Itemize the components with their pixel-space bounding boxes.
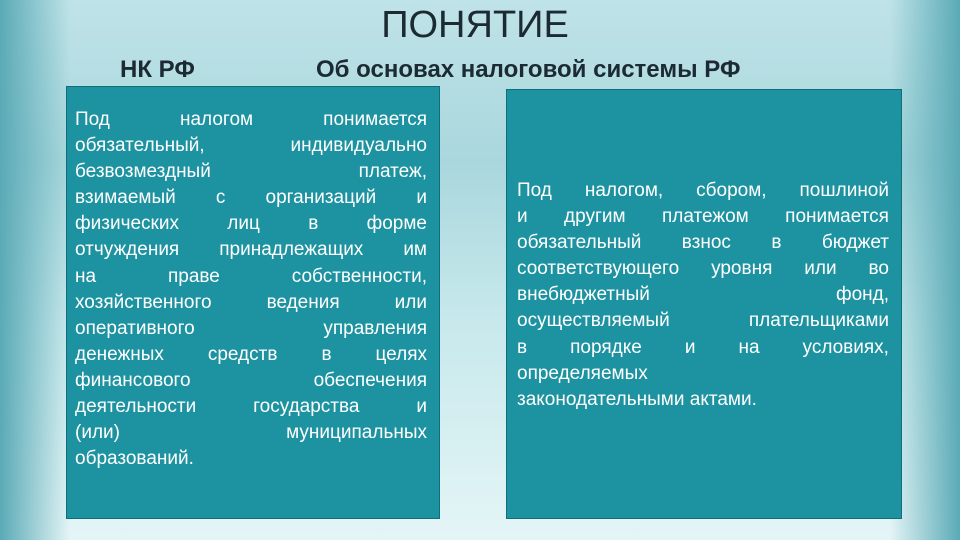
text-word: деятельности	[75, 396, 197, 418]
text-word: взимаемый	[75, 187, 176, 209]
text-word: управления	[323, 317, 427, 339]
text-word: или	[804, 258, 837, 280]
text-line	[517, 204, 889, 230]
slide-title	[0, 4, 960, 47]
text-line	[75, 237, 427, 263]
text-word: понимается	[785, 206, 889, 228]
text-word: другим	[564, 206, 626, 228]
text-word: на	[75, 265, 97, 287]
text-word: определяемых	[517, 362, 648, 384]
text-line	[75, 368, 427, 394]
text-word: уровня	[711, 258, 773, 280]
text-word: внебюджетный	[517, 284, 650, 306]
text-word: Под	[517, 180, 552, 201]
left-heading: НК РФ	[120, 56, 195, 83]
text-word: на	[738, 336, 760, 358]
text-line	[517, 387, 889, 413]
text-word: в	[308, 213, 319, 235]
text-word: налогом	[180, 109, 254, 130]
text-line	[75, 264, 427, 290]
text-word: государства	[253, 396, 360, 418]
text-word: средств	[207, 343, 278, 365]
text-word: и	[416, 396, 427, 418]
text-line	[75, 133, 427, 159]
text-line	[517, 230, 889, 256]
text-word: денежных	[75, 343, 164, 365]
text-word: с	[215, 187, 226, 209]
text-word: сбором,	[696, 180, 767, 201]
text-word: или	[394, 291, 427, 313]
text-line	[517, 282, 889, 308]
text-line	[75, 159, 427, 185]
left-definition-box	[66, 86, 440, 519]
text-word: фонд,	[835, 284, 889, 306]
text-word: законодательными	[517, 388, 685, 410]
text-word: налогом,	[584, 180, 664, 201]
text-line	[75, 107, 427, 133]
text-word: в	[517, 336, 528, 358]
text-word: в	[771, 232, 782, 254]
text-word: собственности,	[291, 265, 427, 287]
text-line	[517, 361, 889, 387]
text-word: в	[321, 343, 332, 365]
text-word: порядке	[570, 336, 642, 358]
text-word: бюджет	[821, 232, 889, 254]
text-word: и	[517, 206, 528, 228]
text-word: пошлиной	[799, 180, 889, 201]
text-word: им	[403, 239, 427, 261]
text-line	[517, 178, 889, 204]
text-word: индивидуально	[290, 135, 427, 157]
text-word: лиц	[227, 213, 260, 235]
text-line	[517, 308, 889, 334]
right-heading: Об основах налоговой системы РФ	[316, 56, 741, 83]
text-line	[75, 185, 427, 211]
text-word: платежом	[662, 206, 749, 228]
text-line	[75, 446, 427, 472]
text-word: целях	[375, 343, 427, 365]
background-left-edge	[0, 0, 70, 540]
text-line	[75, 316, 427, 342]
text-line	[75, 211, 427, 237]
text-line	[517, 335, 889, 361]
text-word: образований.	[75, 448, 194, 470]
text-word: физических	[75, 213, 179, 235]
text-word: обязательный	[517, 232, 642, 254]
text-line	[75, 290, 427, 316]
text-word: праве	[167, 265, 220, 287]
text-line	[75, 394, 427, 420]
text-word: форме	[366, 213, 427, 235]
text-word: хозяйственного	[75, 291, 212, 313]
text-word: финансового	[75, 369, 191, 391]
text-line	[517, 256, 889, 282]
text-word: платеж,	[358, 161, 427, 183]
text-word: и	[684, 336, 696, 358]
text-line	[75, 342, 427, 368]
text-word: и	[416, 187, 427, 209]
slide-title-text: ПОНЯТИЕ	[381, 4, 569, 46]
text-word: во	[868, 258, 889, 280]
text-word: оперативного	[75, 317, 195, 339]
text-word: принадлежащих	[219, 239, 364, 261]
text-word: обеспечения	[313, 369, 427, 391]
text-word: Под	[75, 109, 110, 130]
text-line	[75, 420, 427, 446]
text-word: муниципальных	[286, 422, 427, 444]
text-word: организаций	[265, 187, 377, 209]
text-word: соответствующего	[517, 258, 680, 280]
text-word: условиях,	[802, 336, 889, 358]
text-word: понимается	[323, 109, 427, 130]
text-word: осуществляемый	[517, 310, 670, 332]
text-word: актами.	[689, 388, 757, 410]
text-word: плательщиками	[748, 310, 889, 332]
text-word: обязательный,	[75, 135, 205, 157]
right-definition-box	[506, 89, 902, 519]
text-word: ведения	[266, 291, 340, 313]
text-word: взнос	[681, 232, 731, 254]
text-word: отчуждения	[75, 239, 180, 261]
text-word: (или)	[75, 422, 120, 444]
text-word: безвозмездный	[75, 161, 211, 183]
